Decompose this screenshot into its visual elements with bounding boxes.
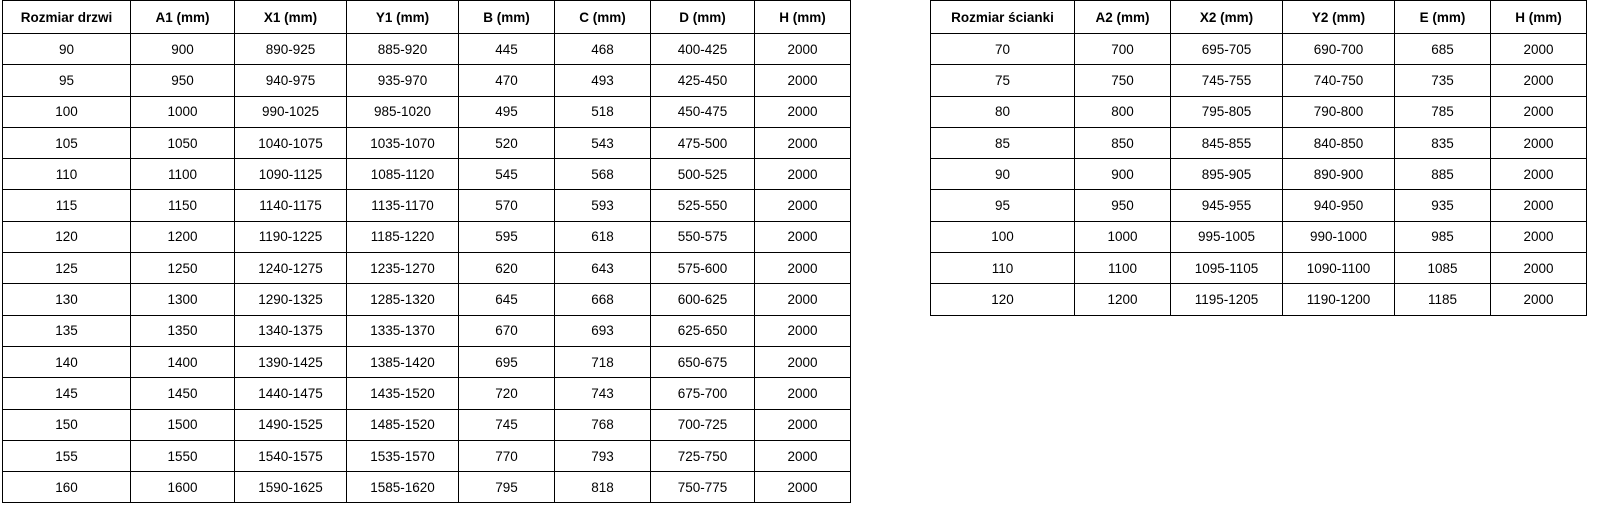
walls-table-head xyxy=(931,1,1587,34)
table-cell: 685 xyxy=(1395,34,1491,65)
table-cell: 110 xyxy=(931,253,1075,284)
table-cell: 1000 xyxy=(1075,221,1171,252)
table-cell: 1390-1425 xyxy=(235,346,347,377)
table-cell: 1300 xyxy=(131,284,235,315)
table-cell: 735 xyxy=(1395,65,1491,96)
table-row xyxy=(931,221,1587,252)
table-cell: 470 xyxy=(459,65,555,96)
table-cell: 400-425 xyxy=(651,34,755,65)
table-cell: 700 xyxy=(1075,34,1171,65)
walls-header-cell: X2 (mm) xyxy=(1171,1,1283,34)
table-cell: 115 xyxy=(3,190,131,221)
table-cell: 750 xyxy=(1075,65,1171,96)
table-cell: 2000 xyxy=(755,253,851,284)
table-cell: 2000 xyxy=(755,221,851,252)
doors-header-cell: C (mm) xyxy=(555,1,651,34)
table-cell: 2000 xyxy=(1491,96,1587,127)
table-cell: 935 xyxy=(1395,190,1491,221)
walls-header-row xyxy=(931,1,1587,34)
table-cell: 450-475 xyxy=(651,96,755,127)
walls-table-body xyxy=(931,34,1587,316)
doors-table-body xyxy=(3,34,851,503)
table-cell: 525-550 xyxy=(651,190,755,221)
table-cell: 2000 xyxy=(755,378,851,409)
table-cell: 995-1005 xyxy=(1171,221,1283,252)
table-cell: 1195-1205 xyxy=(1171,284,1283,315)
table-cell: 135 xyxy=(3,315,131,346)
table-cell: 155 xyxy=(3,440,131,471)
table-cell: 2000 xyxy=(1491,284,1587,315)
table-cell: 620 xyxy=(459,253,555,284)
table-cell: 1285-1320 xyxy=(347,284,459,315)
table-row xyxy=(3,440,851,471)
table-row xyxy=(931,190,1587,221)
table-cell: 1035-1070 xyxy=(347,127,459,158)
doors-table-head xyxy=(3,1,851,34)
table-cell: 1100 xyxy=(1075,253,1171,284)
table-cell: 120 xyxy=(3,221,131,252)
table-cell: 1435-1520 xyxy=(347,378,459,409)
table-cell: 985-1020 xyxy=(347,96,459,127)
table-cell: 1500 xyxy=(131,409,235,440)
walls-table-container xyxy=(930,0,1587,316)
table-row xyxy=(3,96,851,127)
table-cell: 90 xyxy=(3,34,131,65)
table-cell: 785 xyxy=(1395,96,1491,127)
table-cell: 1090-1125 xyxy=(235,159,347,190)
table-cell: 110 xyxy=(3,159,131,190)
table-cell: 520 xyxy=(459,127,555,158)
table-cell: 1550 xyxy=(131,440,235,471)
table-cell: 990-1025 xyxy=(235,96,347,127)
doors-header-cell: X1 (mm) xyxy=(235,1,347,34)
table-cell: 1050 xyxy=(131,127,235,158)
table-cell: 543 xyxy=(555,127,651,158)
doors-dimensions-table xyxy=(2,0,851,503)
table-cell: 445 xyxy=(459,34,555,65)
table-cell: 593 xyxy=(555,190,651,221)
table-cell: 570 xyxy=(459,190,555,221)
table-cell: 650-675 xyxy=(651,346,755,377)
table-cell: 745-755 xyxy=(1171,65,1283,96)
table-row xyxy=(931,65,1587,96)
walls-dimensions-table xyxy=(930,0,1587,316)
table-cell: 100 xyxy=(3,96,131,127)
table-cell: 800 xyxy=(1075,96,1171,127)
table-cell: 1440-1475 xyxy=(235,378,347,409)
table-cell: 2000 xyxy=(755,96,851,127)
table-cell: 2000 xyxy=(755,472,851,503)
table-cell: 2000 xyxy=(755,440,851,471)
walls-header-cell: Y2 (mm) xyxy=(1283,1,1395,34)
table-cell: 668 xyxy=(555,284,651,315)
table-row xyxy=(3,65,851,96)
table-cell: 1150 xyxy=(131,190,235,221)
table-row xyxy=(931,96,1587,127)
table-cell: 100 xyxy=(931,221,1075,252)
table-cell: 75 xyxy=(931,65,1075,96)
table-cell: 600-625 xyxy=(651,284,755,315)
table-cell: 890-900 xyxy=(1283,159,1395,190)
table-cell: 2000 xyxy=(1491,253,1587,284)
table-cell: 1590-1625 xyxy=(235,472,347,503)
doors-header-cell: D (mm) xyxy=(651,1,755,34)
table-cell: 768 xyxy=(555,409,651,440)
table-cell: 568 xyxy=(555,159,651,190)
table-cell: 1185-1220 xyxy=(347,221,459,252)
table-cell: 125 xyxy=(3,253,131,284)
table-cell: 85 xyxy=(931,127,1075,158)
table-cell: 618 xyxy=(555,221,651,252)
table-row xyxy=(3,221,851,252)
table-cell: 940-975 xyxy=(235,65,347,96)
walls-header-cell: Rozmiar ścianki xyxy=(931,1,1075,34)
table-cell: 1490-1525 xyxy=(235,409,347,440)
table-cell: 1135-1170 xyxy=(347,190,459,221)
table-row xyxy=(931,253,1587,284)
table-cell: 2000 xyxy=(755,34,851,65)
doors-header-cell: A1 (mm) xyxy=(131,1,235,34)
table-cell: 690-700 xyxy=(1283,34,1395,65)
table-cell: 950 xyxy=(1075,190,1171,221)
table-cell: 1350 xyxy=(131,315,235,346)
table-row xyxy=(3,159,851,190)
table-cell: 1090-1100 xyxy=(1283,253,1395,284)
table-cell: 2000 xyxy=(755,409,851,440)
table-cell: 700-725 xyxy=(651,409,755,440)
table-cell: 693 xyxy=(555,315,651,346)
table-cell: 1250 xyxy=(131,253,235,284)
table-cell: 793 xyxy=(555,440,651,471)
table-row xyxy=(3,190,851,221)
table-cell: 425-450 xyxy=(651,65,755,96)
table-cell: 150 xyxy=(3,409,131,440)
table-cell: 1200 xyxy=(131,221,235,252)
table-cell: 130 xyxy=(3,284,131,315)
doors-table-container xyxy=(2,0,851,503)
table-cell: 500-525 xyxy=(651,159,755,190)
doors-header-cell: H (mm) xyxy=(755,1,851,34)
table-cell: 1600 xyxy=(131,472,235,503)
table-row xyxy=(931,159,1587,190)
table-cell: 1190-1225 xyxy=(235,221,347,252)
table-cell: 1095-1105 xyxy=(1171,253,1283,284)
table-cell: 645 xyxy=(459,284,555,315)
table-cell: 1340-1375 xyxy=(235,315,347,346)
table-cell: 900 xyxy=(131,34,235,65)
table-cell: 1190-1200 xyxy=(1283,284,1395,315)
walls-header-cell: H (mm) xyxy=(1491,1,1587,34)
table-cell: 795-805 xyxy=(1171,96,1283,127)
table-cell: 80 xyxy=(931,96,1075,127)
table-cell: 885 xyxy=(1395,159,1491,190)
table-row xyxy=(931,284,1587,315)
table-cell: 160 xyxy=(3,472,131,503)
table-cell: 940-950 xyxy=(1283,190,1395,221)
table-cell: 1540-1575 xyxy=(235,440,347,471)
walls-header-cell: E (mm) xyxy=(1395,1,1491,34)
table-cell: 1240-1275 xyxy=(235,253,347,284)
table-row xyxy=(3,127,851,158)
table-cell: 718 xyxy=(555,346,651,377)
table-cell: 1140-1175 xyxy=(235,190,347,221)
table-cell: 90 xyxy=(931,159,1075,190)
table-cell: 1000 xyxy=(131,96,235,127)
table-cell: 2000 xyxy=(1491,190,1587,221)
table-cell: 2000 xyxy=(755,65,851,96)
table-cell: 695 xyxy=(459,346,555,377)
table-cell: 2000 xyxy=(755,315,851,346)
table-cell: 1450 xyxy=(131,378,235,409)
table-cell: 840-850 xyxy=(1283,127,1395,158)
table-cell: 885-920 xyxy=(347,34,459,65)
table-cell: 2000 xyxy=(1491,159,1587,190)
table-cell: 725-750 xyxy=(651,440,755,471)
doors-header-cell: Y1 (mm) xyxy=(347,1,459,34)
table-cell: 818 xyxy=(555,472,651,503)
table-row xyxy=(3,34,851,65)
table-cell: 740-750 xyxy=(1283,65,1395,96)
table-cell: 845-855 xyxy=(1171,127,1283,158)
table-cell: 950 xyxy=(131,65,235,96)
table-cell: 790-800 xyxy=(1283,96,1395,127)
table-cell: 935-970 xyxy=(347,65,459,96)
table-cell: 95 xyxy=(3,65,131,96)
table-cell: 720 xyxy=(459,378,555,409)
table-cell: 1085-1120 xyxy=(347,159,459,190)
table-row xyxy=(3,346,851,377)
table-cell: 475-500 xyxy=(651,127,755,158)
table-cell: 745 xyxy=(459,409,555,440)
table-cell: 140 xyxy=(3,346,131,377)
doors-header-row xyxy=(3,1,851,34)
table-cell: 945-955 xyxy=(1171,190,1283,221)
table-cell: 1535-1570 xyxy=(347,440,459,471)
doors-header-cell: B (mm) xyxy=(459,1,555,34)
table-cell: 1040-1075 xyxy=(235,127,347,158)
doors-header-cell: Rozmiar drzwi xyxy=(3,1,131,34)
table-cell: 2000 xyxy=(755,127,851,158)
table-cell: 1400 xyxy=(131,346,235,377)
table-cell: 670 xyxy=(459,315,555,346)
table-cell: 1485-1520 xyxy=(347,409,459,440)
table-cell: 743 xyxy=(555,378,651,409)
table-cell: 1235-1270 xyxy=(347,253,459,284)
table-row xyxy=(3,409,851,440)
table-cell: 550-575 xyxy=(651,221,755,252)
table-cell: 2000 xyxy=(755,190,851,221)
table-cell: 468 xyxy=(555,34,651,65)
table-cell: 105 xyxy=(3,127,131,158)
table-cell: 770 xyxy=(459,440,555,471)
table-cell: 2000 xyxy=(755,346,851,377)
table-cell: 850 xyxy=(1075,127,1171,158)
table-row xyxy=(3,472,851,503)
table-cell: 70 xyxy=(931,34,1075,65)
table-cell: 990-1000 xyxy=(1283,221,1395,252)
table-row xyxy=(931,127,1587,158)
table-cell: 95 xyxy=(931,190,1075,221)
table-cell: 1585-1620 xyxy=(347,472,459,503)
table-cell: 495 xyxy=(459,96,555,127)
table-cell: 493 xyxy=(555,65,651,96)
table-cell: 2000 xyxy=(1491,221,1587,252)
table-cell: 595 xyxy=(459,221,555,252)
table-cell: 625-650 xyxy=(651,315,755,346)
table-cell: 2000 xyxy=(1491,127,1587,158)
table-cell: 1200 xyxy=(1075,284,1171,315)
table-cell: 985 xyxy=(1395,221,1491,252)
table-cell: 900 xyxy=(1075,159,1171,190)
table-cell: 120 xyxy=(931,284,1075,315)
table-cell: 1085 xyxy=(1395,253,1491,284)
table-cell: 2000 xyxy=(755,159,851,190)
table-row xyxy=(3,284,851,315)
table-row xyxy=(931,34,1587,65)
table-cell: 545 xyxy=(459,159,555,190)
table-cell: 1290-1325 xyxy=(235,284,347,315)
table-cell: 895-905 xyxy=(1171,159,1283,190)
table-row xyxy=(3,378,851,409)
table-cell: 835 xyxy=(1395,127,1491,158)
table-cell: 2000 xyxy=(755,284,851,315)
table-cell: 1335-1370 xyxy=(347,315,459,346)
table-cell: 2000 xyxy=(1491,34,1587,65)
table-cell: 795 xyxy=(459,472,555,503)
table-cell: 145 xyxy=(3,378,131,409)
table-cell: 890-925 xyxy=(235,34,347,65)
table-cell: 695-705 xyxy=(1171,34,1283,65)
table-cell: 643 xyxy=(555,253,651,284)
table-row xyxy=(3,315,851,346)
table-cell: 750-775 xyxy=(651,472,755,503)
table-cell: 1385-1420 xyxy=(347,346,459,377)
table-cell: 1185 xyxy=(1395,284,1491,315)
table-cell: 575-600 xyxy=(651,253,755,284)
table-cell: 675-700 xyxy=(651,378,755,409)
table-cell: 518 xyxy=(555,96,651,127)
table-cell: 1100 xyxy=(131,159,235,190)
table-row xyxy=(3,253,851,284)
table-cell: 2000 xyxy=(1491,65,1587,96)
walls-header-cell: A2 (mm) xyxy=(1075,1,1171,34)
